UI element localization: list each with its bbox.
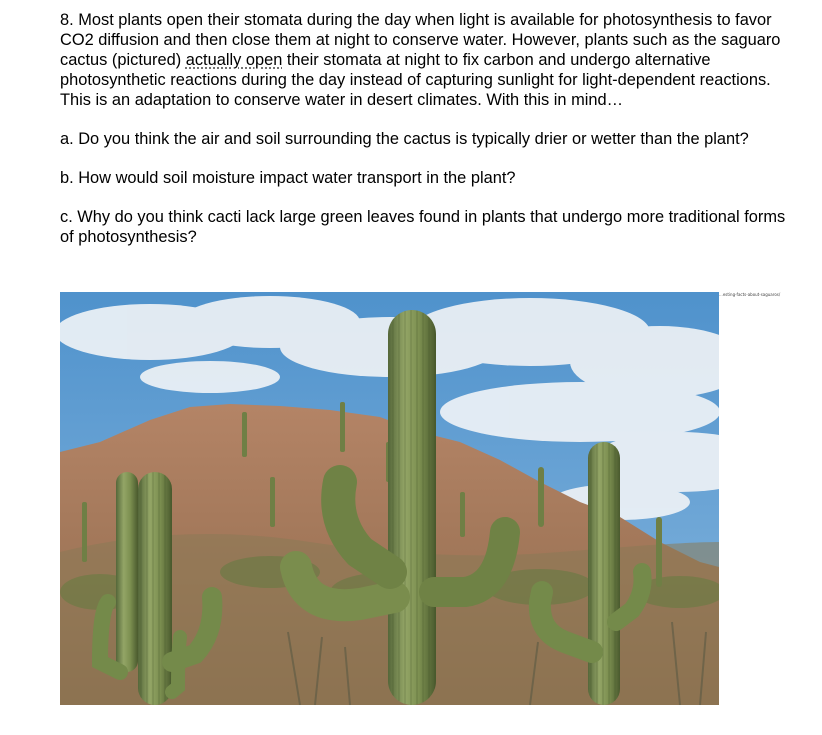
spellcheck-flagged-text: actually open [185, 51, 283, 69]
question-part-b: b. How would soil moisture impact water transport in the plant? [60, 169, 516, 187]
intro-text-after: their stomata at night to fix carbon and undergo alternative photosynthetic reactions during the day instead of capturing sunlight for light-dependent reactions. This is an adaptation to conserve water in desert climates. With this in mind… [60, 51, 771, 109]
question-text-block [60, 10, 800, 247]
question-part-c: c. Why do you think cacti lack large green leaves found in plants that undergo more traditional forms of photosynthesis? [60, 208, 786, 246]
saguaro-cactus-photo [60, 292, 719, 705]
question-intro [60, 10, 800, 110]
question-part-a: a. Do you think the air and soil surrounding the cactus is typically drier or wetter than the plant? [60, 130, 749, 148]
intro-text-before: 8. Most plants open their stomata during the day when light is available for photosynthesis to favor CO2 diffusion and then close them at night to conserve water. However, plants such as the saguaro cactus (pictured) [60, 11, 781, 69]
image-source-caption: ...esting-facts-about-saguaros/ [719, 292, 781, 297]
